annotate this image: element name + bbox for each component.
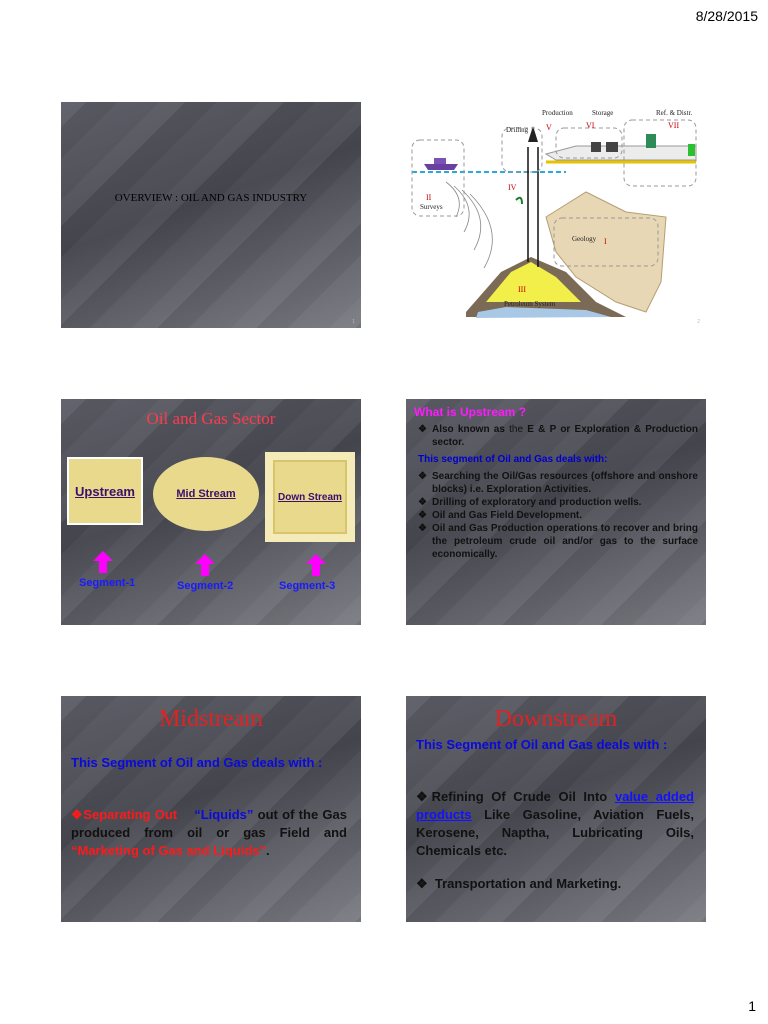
- midstream-point: [71, 806, 347, 860]
- transport-text: Transportation and Marketing.: [434, 876, 622, 891]
- aka-text-post: E & P or Exploration & Production sector.: [432, 424, 698, 448]
- refinery-icon: [646, 134, 656, 148]
- oil-gas-value-chain-diagram: [406, 102, 706, 328]
- marketing-text: “Marketing of Gas and Liquids”: [71, 843, 267, 858]
- upstream-body: [418, 423, 698, 561]
- slide-4[interactable]: [406, 399, 706, 625]
- label-drilling: Drilling: [506, 126, 529, 134]
- slide-number: 2: [697, 319, 700, 325]
- downstream-intro: This Segment of Oil and Gas deals with :: [416, 737, 668, 752]
- roman-ii: II: [426, 193, 432, 202]
- label-petroleum-system: Petroleum System: [504, 300, 556, 308]
- bullet-icon: ❖: [416, 789, 432, 804]
- midstream-intro: This Segment of Oil and Gas deals with :: [71, 755, 323, 770]
- upstream-box: [67, 457, 143, 525]
- arrow-up-icon: [306, 554, 326, 576]
- slide-5[interactable]: [61, 696, 361, 922]
- mid-text: out of the Gas produced from oil or gas Field and: [71, 807, 347, 840]
- bullet-icon: ❖: [71, 807, 84, 822]
- slide-1[interactable]: [61, 102, 361, 328]
- bullet-icon: ❖: [418, 497, 427, 508]
- end-text: .: [266, 843, 270, 858]
- segment-2-label: Segment-2: [177, 580, 234, 592]
- label-storage: Storage: [592, 109, 614, 117]
- label-ref-distr: Ref. & Distr.: [656, 109, 693, 117]
- aka-text: Also known as: [432, 424, 510, 435]
- aka-the: the: [509, 424, 524, 435]
- upstream-label: Upstream: [75, 483, 135, 499]
- value-added-link[interactable]: value added products: [416, 789, 694, 822]
- slide-3[interactable]: [61, 399, 361, 625]
- roman-vii: VII: [668, 121, 680, 130]
- refining-text: Refining Of Crude Oil Into: [431, 789, 615, 804]
- roman-i: I: [604, 237, 607, 246]
- roman-iii: III: [518, 285, 526, 294]
- arrow-up-icon: [195, 554, 215, 576]
- downstream-point-1: [416, 788, 694, 860]
- upstream-question: What is Upstream ?: [414, 405, 527, 419]
- products-text: Like Gasoline, Aviation Fuels, Kerosene, Naptha, Lubricating Oils, Chemicals etc.: [416, 807, 694, 858]
- label-production: Production: [542, 109, 573, 117]
- downstream-title: Downstream: [494, 706, 618, 732]
- downstream-label: Down Stream: [278, 491, 342, 503]
- slide-number: 1: [352, 319, 355, 325]
- roman-iv: IV: [508, 183, 517, 192]
- bullet-icon: ❖: [416, 876, 428, 891]
- ship-icon: [424, 164, 458, 170]
- bullet-item: Searching the Oil/Gas resources (offshore and onshore blocks) i.e. Exploration Activities.: [432, 471, 698, 495]
- liquids-text: “Liquids”: [194, 807, 254, 822]
- segment-line: This segment of Oil and Gas deals with:: [418, 454, 608, 465]
- print-date: 8/28/2015: [695, 8, 758, 24]
- roman-vi: VI: [586, 121, 595, 130]
- slide-6[interactable]: [406, 696, 706, 922]
- separating-text: Separating Out: [83, 807, 178, 822]
- midstream-label: Mid Stream: [176, 488, 236, 500]
- midstream-ellipse: [153, 457, 259, 531]
- slide-title: OVERVIEW : OIL AND GAS INDUSTRY: [114, 192, 308, 204]
- label-geology: Geology: [572, 235, 597, 243]
- bullet-icon: ❖: [418, 471, 427, 482]
- bullet-item: Oil and Gas Field Development.: [432, 510, 583, 521]
- downstream-point-2: [416, 876, 694, 892]
- label-surveys: Surveys: [420, 203, 443, 211]
- bullet-icon: ❖: [418, 424, 427, 435]
- bullet-item: Drilling of exploratory and production wells.: [432, 497, 642, 508]
- bullet-icon: ❖: [418, 523, 427, 534]
- arrow-up-icon: [93, 551, 113, 573]
- downstream-box: [265, 452, 355, 542]
- slide-2[interactable]: [406, 102, 706, 328]
- bullet-icon: ❖: [418, 510, 427, 521]
- midstream-title: Midstream: [159, 706, 263, 732]
- sector-heading: Oil and Gas Sector: [146, 409, 276, 428]
- roman-v: V: [546, 123, 552, 132]
- segment-3-label: Segment-3: [279, 580, 336, 592]
- page-number: 1: [748, 998, 756, 1014]
- segment-1-label: Segment-1: [79, 577, 136, 589]
- bullet-item: Oil and Gas Production operations to recover and bring the petroleum crude oil and/or gas to the surface economically.: [432, 523, 698, 560]
